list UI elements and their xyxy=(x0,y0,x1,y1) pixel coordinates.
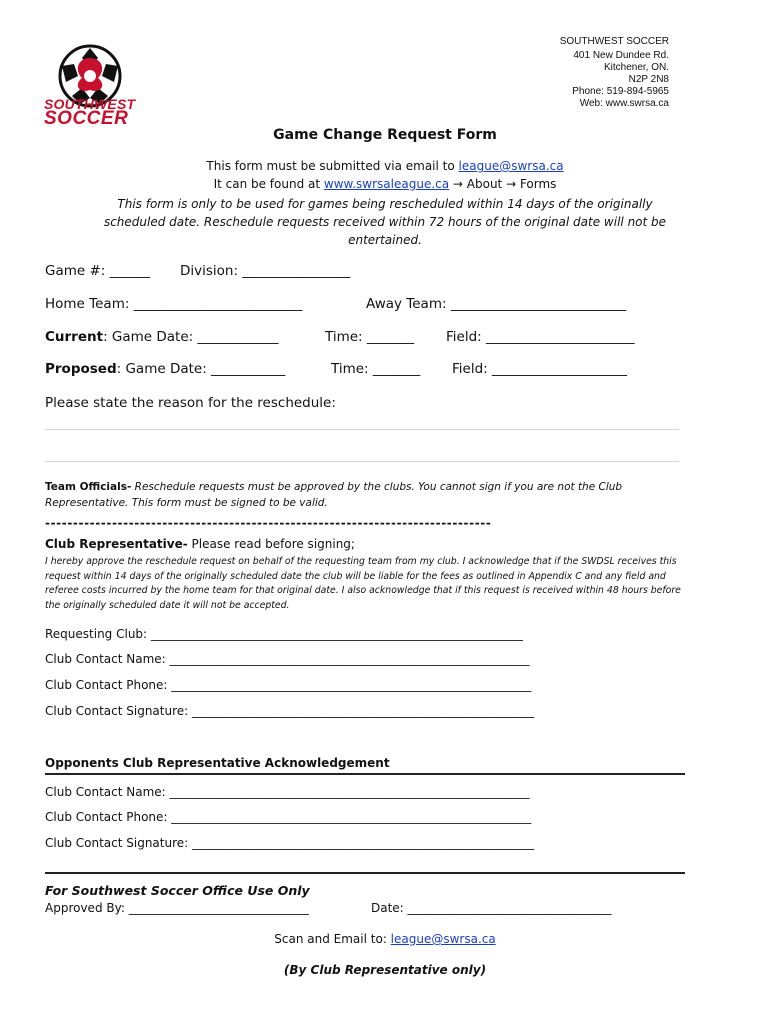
email-link[interactable]: league@swrsa.ca xyxy=(458,159,564,173)
current-label: Current xyxy=(45,329,104,345)
intro-line-1 xyxy=(0,159,770,173)
office-use-heading: For Southwest Soccer Office Use Only xyxy=(45,883,310,898)
opponent-contact-phone-field[interactable]: Club Contact Phone: ____________________________________________________________ xyxy=(45,810,532,824)
current-game-date-field[interactable] xyxy=(45,329,279,345)
logo-wordmark-top: SOUTHWEST xyxy=(44,96,136,112)
club-contact-signature-field[interactable]: Club Contact Signature: _________________________________________________________ xyxy=(45,704,534,718)
reason-label: Please state the reason for the reschedule: xyxy=(45,395,336,411)
game-number-field[interactable]: Game #: ______ xyxy=(45,263,151,279)
proposed-time-field[interactable]: Time: _______ xyxy=(331,361,421,377)
current-field-field[interactable]: Field: ______________________ xyxy=(446,329,635,345)
website-link[interactable]: www.swrsaleague.ca xyxy=(323,177,450,191)
club-rep-label: Club Representative- xyxy=(45,537,188,551)
org-name: SOUTHWEST SOCCER xyxy=(559,36,669,47)
separator-dashes: -------------------------------------------------------------------------------- xyxy=(45,516,492,530)
office-date-field[interactable]: Date: __________________________________ xyxy=(371,901,612,915)
away-team-field[interactable]: Away Team: __________________________ xyxy=(366,296,627,312)
club-contact-phone-field[interactable]: Club Contact Phone: ____________________________________________________________ xyxy=(45,678,532,692)
opponents-heading: Opponents Club Representative Acknowledgement xyxy=(45,756,390,770)
scan-email-line xyxy=(0,932,770,946)
office-divider xyxy=(45,872,685,874)
intro-line-1-text: This form must be submitted via email to xyxy=(206,159,459,173)
address-street: 401 New Dundee Rd. xyxy=(573,50,669,61)
opponent-contact-signature-field[interactable]: Club Contact Signature: _________________________________________________________ xyxy=(45,836,534,850)
proposed-label: Proposed xyxy=(45,361,117,377)
current-date-text: : Game Date: ____________ xyxy=(103,329,279,345)
club-rep-heading xyxy=(45,537,355,551)
opponent-contact-name-field[interactable]: Club Contact Name: ____________________________________________________________ xyxy=(45,785,530,799)
team-officials-text: Reschedule requests must be approved by the clubs. You cannot sign if you are not the Club Representative. This form must be signed to be valid. xyxy=(45,481,623,509)
address-phone: Phone: 519-894-5965 xyxy=(572,86,669,97)
club-contact-name-field[interactable]: Club Contact Name: ____________________________________________________________ xyxy=(45,652,530,666)
intro-line-2-suffix: → About → Forms xyxy=(449,177,557,191)
division-field[interactable]: Division: ________________ xyxy=(180,263,351,279)
address-web: Web: www.swrsa.ca xyxy=(579,98,669,109)
current-time-field[interactable]: Time: _______ xyxy=(325,329,415,345)
reason-line-1[interactable] xyxy=(45,429,679,430)
home-team-field[interactable]: Home Team: _________________________ xyxy=(45,296,303,312)
club-rep-acknowledgement: I hereby approve the reschedule request on behalf of the requesting team from my club. I acknowledge that if the SWDSL receives this request within 14 days of the originally scheduled date the club will be liable for the fees as outlined in Appendix C and any field and referee costs incurred by the home team for that original date. I also acknowledge that if this request is received within 48 hours before the originally scheduled date it will not be accepted. xyxy=(45,556,681,611)
proposed-date-text: : Game Date: ___________ xyxy=(116,361,286,377)
intro-line-2-text: It can be found at xyxy=(213,177,324,191)
address-postal: N2P 2N8 xyxy=(628,74,669,85)
proposed-field-field[interactable]: Field: ____________________ xyxy=(452,361,627,377)
footer-email-link[interactable]: league@swrsa.ca xyxy=(390,932,496,946)
scan-email-text: Scan and Email to: xyxy=(274,932,391,946)
club-rep-only-note: (By Club Representative only) xyxy=(283,963,487,977)
reason-line-2[interactable] xyxy=(45,461,679,462)
proposed-game-date-field[interactable] xyxy=(45,361,285,377)
team-officials-note xyxy=(45,479,685,511)
form-title: Game Change Request Form xyxy=(273,127,497,143)
logo-wordmark-bottom: SOCCER xyxy=(44,108,129,129)
requesting-club-field[interactable]: Requesting Club: ______________________________________________________________ xyxy=(45,627,523,641)
address-city: Kitchener, ON. xyxy=(603,62,669,73)
opponents-divider xyxy=(45,773,685,775)
intro-line-2 xyxy=(0,177,770,191)
club-rep-subtitle: Please read before signing; xyxy=(187,537,355,551)
team-officials-label: Team Officials- xyxy=(45,481,132,493)
approved-by-field[interactable]: Approved By: ______________________________ xyxy=(45,901,309,915)
intro-notice: This form is only to be used for games being rescheduled within 14 days of the originally scheduled date. Reschedule requests received within 72 hours of the original date will not be entertained. xyxy=(103,197,667,247)
